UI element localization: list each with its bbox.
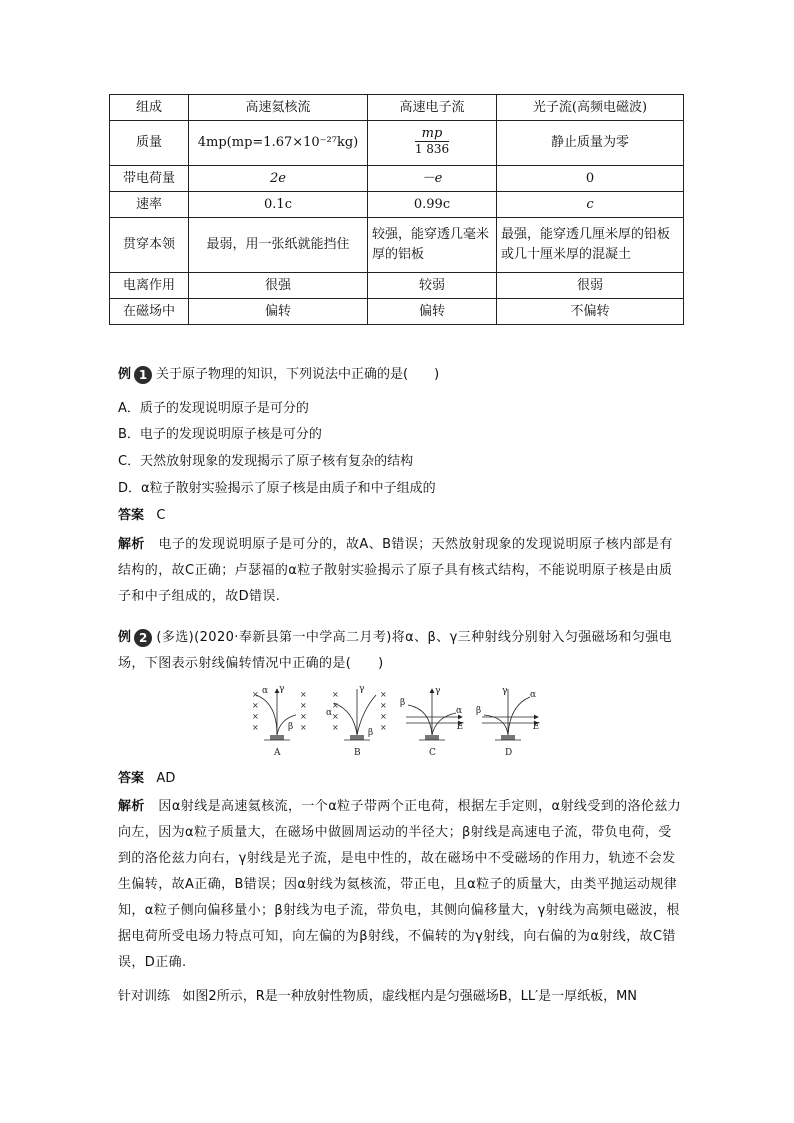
option-c: C．天然放射现象的发现揭示了原子核有复杂的结构	[118, 454, 414, 469]
cell-beta: 0.99c	[368, 192, 497, 218]
example2-analysis	[118, 794, 683, 976]
svg-text:×: ×	[252, 712, 259, 721]
alpha-label: α	[530, 690, 537, 700]
gamma-label: γ	[435, 686, 441, 696]
figure-label-b: B	[354, 748, 361, 758]
fraction-denominator: 1 836	[414, 142, 450, 156]
svg-text:×: ×	[300, 712, 307, 721]
cell-alpha: 最弱，用一张纸就能挡住	[189, 218, 368, 273]
header-cell: 高速氦核流	[189, 95, 368, 121]
svg-text:×: ×	[252, 723, 259, 732]
option-b: B．电子的发现说明原子核是可分的	[118, 427, 322, 442]
analysis-label: 解析	[118, 799, 145, 814]
header-cell: 光子流(高频电磁波)	[497, 95, 684, 121]
cell-gamma: 很弱	[497, 273, 684, 299]
cell-gamma: 静止质量为零	[497, 121, 684, 166]
example-tag: 例	[118, 630, 132, 645]
cell-beta: 偏转	[368, 299, 497, 325]
question-text: (多选)(2020·奉新县第一中学高二月考)将α、β、γ三种射线分别射入匀强磁场和匀强电场，下图表示射线偏转情况中正确的是( )	[118, 630, 673, 671]
alpha-label: α	[262, 686, 269, 696]
answer-value: C	[156, 508, 166, 523]
cell-alpha: 偏转	[189, 299, 368, 325]
figure-label-c: C	[429, 748, 436, 758]
svg-text:×: ×	[300, 723, 307, 732]
table-row-magnetic	[110, 299, 684, 325]
svg-text:×: ×	[380, 690, 387, 699]
figure-a	[252, 684, 307, 758]
svg-text:×: ×	[332, 723, 339, 732]
example2-stem	[118, 625, 683, 677]
row-label: 贯穿本领	[110, 218, 189, 273]
example2-answer	[118, 766, 175, 792]
svg-text:×: ×	[252, 701, 259, 710]
source-block	[350, 735, 364, 740]
source-block	[425, 735, 439, 740]
example-number-badge: 2	[134, 629, 152, 647]
analysis-text: 电子的发现说明原子是可分的，故A、B错误；天然放射现象的发现说明原子核内部是有结构的，故C正确；卢瑟福的α粒子散射实验揭示了原子具有核式结构，不能说明原子核是由质子和中子组成的，故D错误.	[118, 537, 673, 604]
svg-text:×: ×	[332, 712, 339, 721]
field-label: E	[457, 722, 464, 732]
gamma-label: γ	[359, 684, 365, 694]
magnetic-field-crosses	[252, 690, 307, 732]
figure-d	[476, 686, 540, 758]
training-line	[118, 984, 637, 1010]
table-row-mass	[110, 121, 684, 166]
row-label: 在磁场中	[110, 299, 189, 325]
cell-gamma: 0	[497, 166, 684, 192]
cell-gamma: 最强，能穿透几厘米厚的铅板或几十厘米厚的混凝土	[497, 218, 684, 273]
cell-alpha: 0.1c	[189, 192, 368, 218]
example1-answer	[118, 503, 166, 529]
example1-stem	[118, 362, 439, 388]
cell-gamma: c	[497, 192, 684, 218]
field-label: E	[533, 722, 540, 732]
svg-text:×: ×	[380, 701, 387, 710]
cell-beta	[368, 121, 497, 166]
example-number-badge: 1	[134, 366, 152, 384]
analysis-text: 因α射线是高速氦核流，一个α粒子带两个正电荷，根据左手定则，α射线受到的洛伦兹力向左，因为α粒子质量大，在磁场中做圆周运动的半径大；β射线是高速电子流，带负电荷，受到的洛伦兹力向右，γ射线是光子流，是电中性的，故在磁场中不受磁场的作用力，轨迹不会发生偏转，故A正确，B错误；因α射线为氦核流，带正电，且α粒子的质量大，由类平抛运动规律知，α粒子侧向偏移量小；β射线为电子流，带负电，其侧向偏移量大，γ射线为高频电磁波，根据电荷所受电场力特点可知，向左偏的为β射线，不偏转的为γ射线，向右偏的为α射线，故C错误，D正确.	[118, 799, 682, 970]
example-tag: 例	[118, 367, 132, 382]
source-block	[501, 735, 515, 740]
table-row-charge	[110, 166, 684, 192]
mass-fraction	[415, 126, 449, 157]
option-d: D．α粒子散射实验揭示了原子核是由质子和中子组成的	[118, 481, 436, 496]
alpha-label: α	[456, 706, 463, 716]
training-text: 如图2所示，R是一种放射性物质，虚线框内是匀强磁场B，LL′是一厚纸板，MN	[182, 989, 638, 1004]
radiation-properties-table	[109, 94, 684, 325]
beta-label: β	[400, 698, 406, 708]
table-row-ionization	[110, 273, 684, 299]
beta-label: β	[288, 722, 294, 732]
svg-text:×: ×	[300, 701, 307, 710]
answer-label: 答案	[118, 771, 145, 786]
svg-text:×: ×	[380, 712, 387, 721]
header-cell: 高速电子流	[368, 95, 497, 121]
cell-beta: 较弱	[368, 273, 497, 299]
svg-text:×: ×	[332, 701, 339, 710]
cell-beta: －e	[368, 166, 497, 192]
answer-value: AD	[156, 771, 176, 786]
row-label: 电离作用	[110, 273, 189, 299]
beta-label: β	[476, 706, 482, 716]
svg-text:×: ×	[300, 690, 307, 699]
cell-alpha: 很强	[189, 273, 368, 299]
fraction-numerator: mp	[415, 126, 449, 142]
table-header-row	[110, 95, 684, 121]
cell-gamma: 不偏转	[497, 299, 684, 325]
figure-b	[326, 684, 387, 758]
svg-text:×: ×	[252, 690, 259, 699]
cell-alpha: 4mp(mp=1.67×10⁻²⁷kg)	[189, 121, 368, 166]
svg-text:×: ×	[380, 723, 387, 732]
figure-c	[400, 686, 464, 758]
cell-alpha: 2e	[189, 166, 368, 192]
answer-label: 答案	[118, 508, 145, 523]
gamma-label: γ	[279, 684, 285, 694]
table-row-speed	[110, 192, 684, 218]
row-label: 质量	[110, 121, 189, 166]
header-cell: 组成	[110, 95, 189, 121]
ray-deflection-figure	[244, 683, 544, 763]
question-text: 关于原子物理的知识，下列说法中正确的是( )	[156, 367, 440, 382]
option-a: A．质子的发现说明原子是可分的	[118, 401, 309, 416]
row-label: 速率	[110, 192, 189, 218]
example1-analysis	[118, 532, 683, 610]
figure-label-a: A	[274, 748, 281, 758]
gamma-label: γ	[502, 686, 508, 696]
row-label: 带电荷量	[110, 166, 189, 192]
alpha-label: α	[326, 708, 333, 718]
analysis-label: 解析	[118, 537, 145, 552]
beta-label: β	[368, 728, 374, 738]
cell-beta: 较强，能穿透几毫米厚的铝板	[368, 218, 497, 273]
table-row-penetration	[110, 218, 684, 273]
source-block	[270, 735, 284, 740]
svg-text:×: ×	[332, 690, 339, 699]
training-label: 针对训练	[118, 989, 171, 1004]
figure-label-d: D	[505, 748, 513, 758]
